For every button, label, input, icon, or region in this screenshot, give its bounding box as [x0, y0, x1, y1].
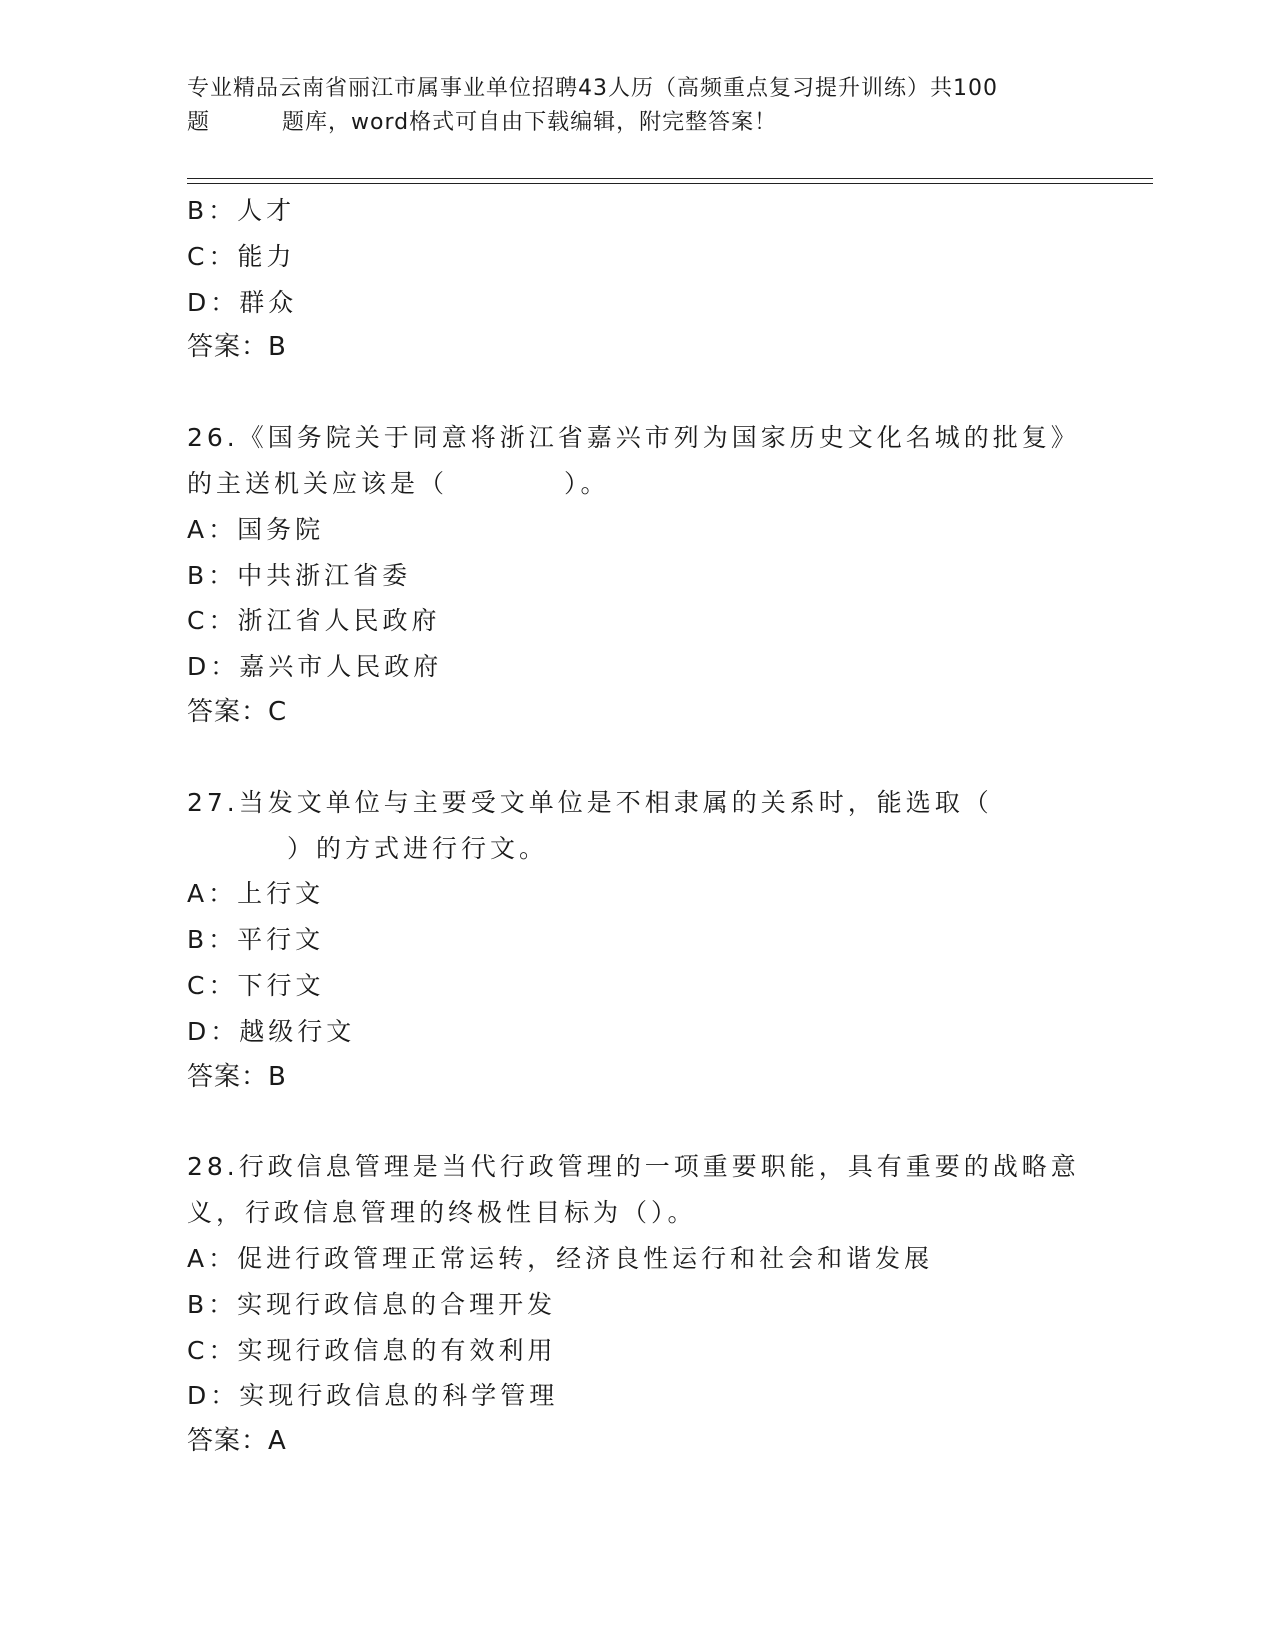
question-stem-line: ）的方式进行行文。: [287, 833, 549, 863]
page-header: [187, 72, 1087, 140]
option-b: B：中共浙江省委: [187, 560, 412, 590]
question-list: [187, 188, 1087, 1465]
header-title-line2-b: 题库，word格式可自由下载编辑，附完整答案！: [282, 110, 778, 135]
option-a: A：国务院: [187, 514, 325, 544]
header-divider-top: [187, 178, 1153, 179]
question-stem-line: 26.《国务院关于同意将浙江省嘉兴市列为国家历史文化名城的批复》: [187, 423, 1080, 453]
option-d: D：嘉兴市人民政府: [187, 652, 443, 682]
question-26: [187, 415, 1087, 736]
question-stem-line: 的主送机关应该是（ ）。: [187, 468, 610, 498]
option-a: A：促进行政管理正常运转，经济良性运行和社会和谐发展: [187, 1243, 934, 1273]
option-b: B：平行文: [187, 925, 325, 955]
question-25-continued: [187, 188, 1087, 371]
option-c: C：能力: [187, 241, 296, 271]
option-d: D：群众: [187, 287, 298, 317]
option-b: B：人才: [187, 196, 296, 225]
option-b: B：实现行政信息的合理开发: [187, 1289, 557, 1319]
option-a: A：上行文: [187, 879, 325, 909]
question-27: [187, 780, 1087, 1101]
answer: 答案：C: [187, 696, 288, 727]
answer: 答案：A: [187, 1426, 287, 1457]
question-stem-line: 义，行政信息管理的终极性目标为（）。: [187, 1198, 697, 1228]
option-c: C：实现行政信息的有效利用: [187, 1335, 557, 1365]
header-divider-bottom: [187, 183, 1153, 184]
option-d: D：越级行文: [187, 1016, 356, 1046]
header-title-line2: [187, 106, 1087, 140]
answer: 答案：B: [187, 1061, 287, 1092]
option-d: D：实现行政信息的科学管理: [187, 1381, 559, 1411]
header-title-line2-a: 题: [187, 110, 211, 135]
question-stem-line: 28.行政信息管理是当代行政管理的一项重要职能，具有重要的战略意: [187, 1152, 1080, 1182]
question-stem-line: 27.当发文单位与主要受文单位是不相隶属的关系时，能选取（: [187, 787, 993, 817]
header-title-line1: 专业精品云南省丽江市属事业单位招聘43人历（高频重点复习提升训练）共100: [187, 76, 998, 101]
answer: 答案：B: [187, 332, 287, 363]
option-c: C：浙江省人民政府: [187, 606, 441, 636]
question-28: [187, 1144, 1087, 1465]
option-c: C：下行文: [187, 970, 325, 1000]
